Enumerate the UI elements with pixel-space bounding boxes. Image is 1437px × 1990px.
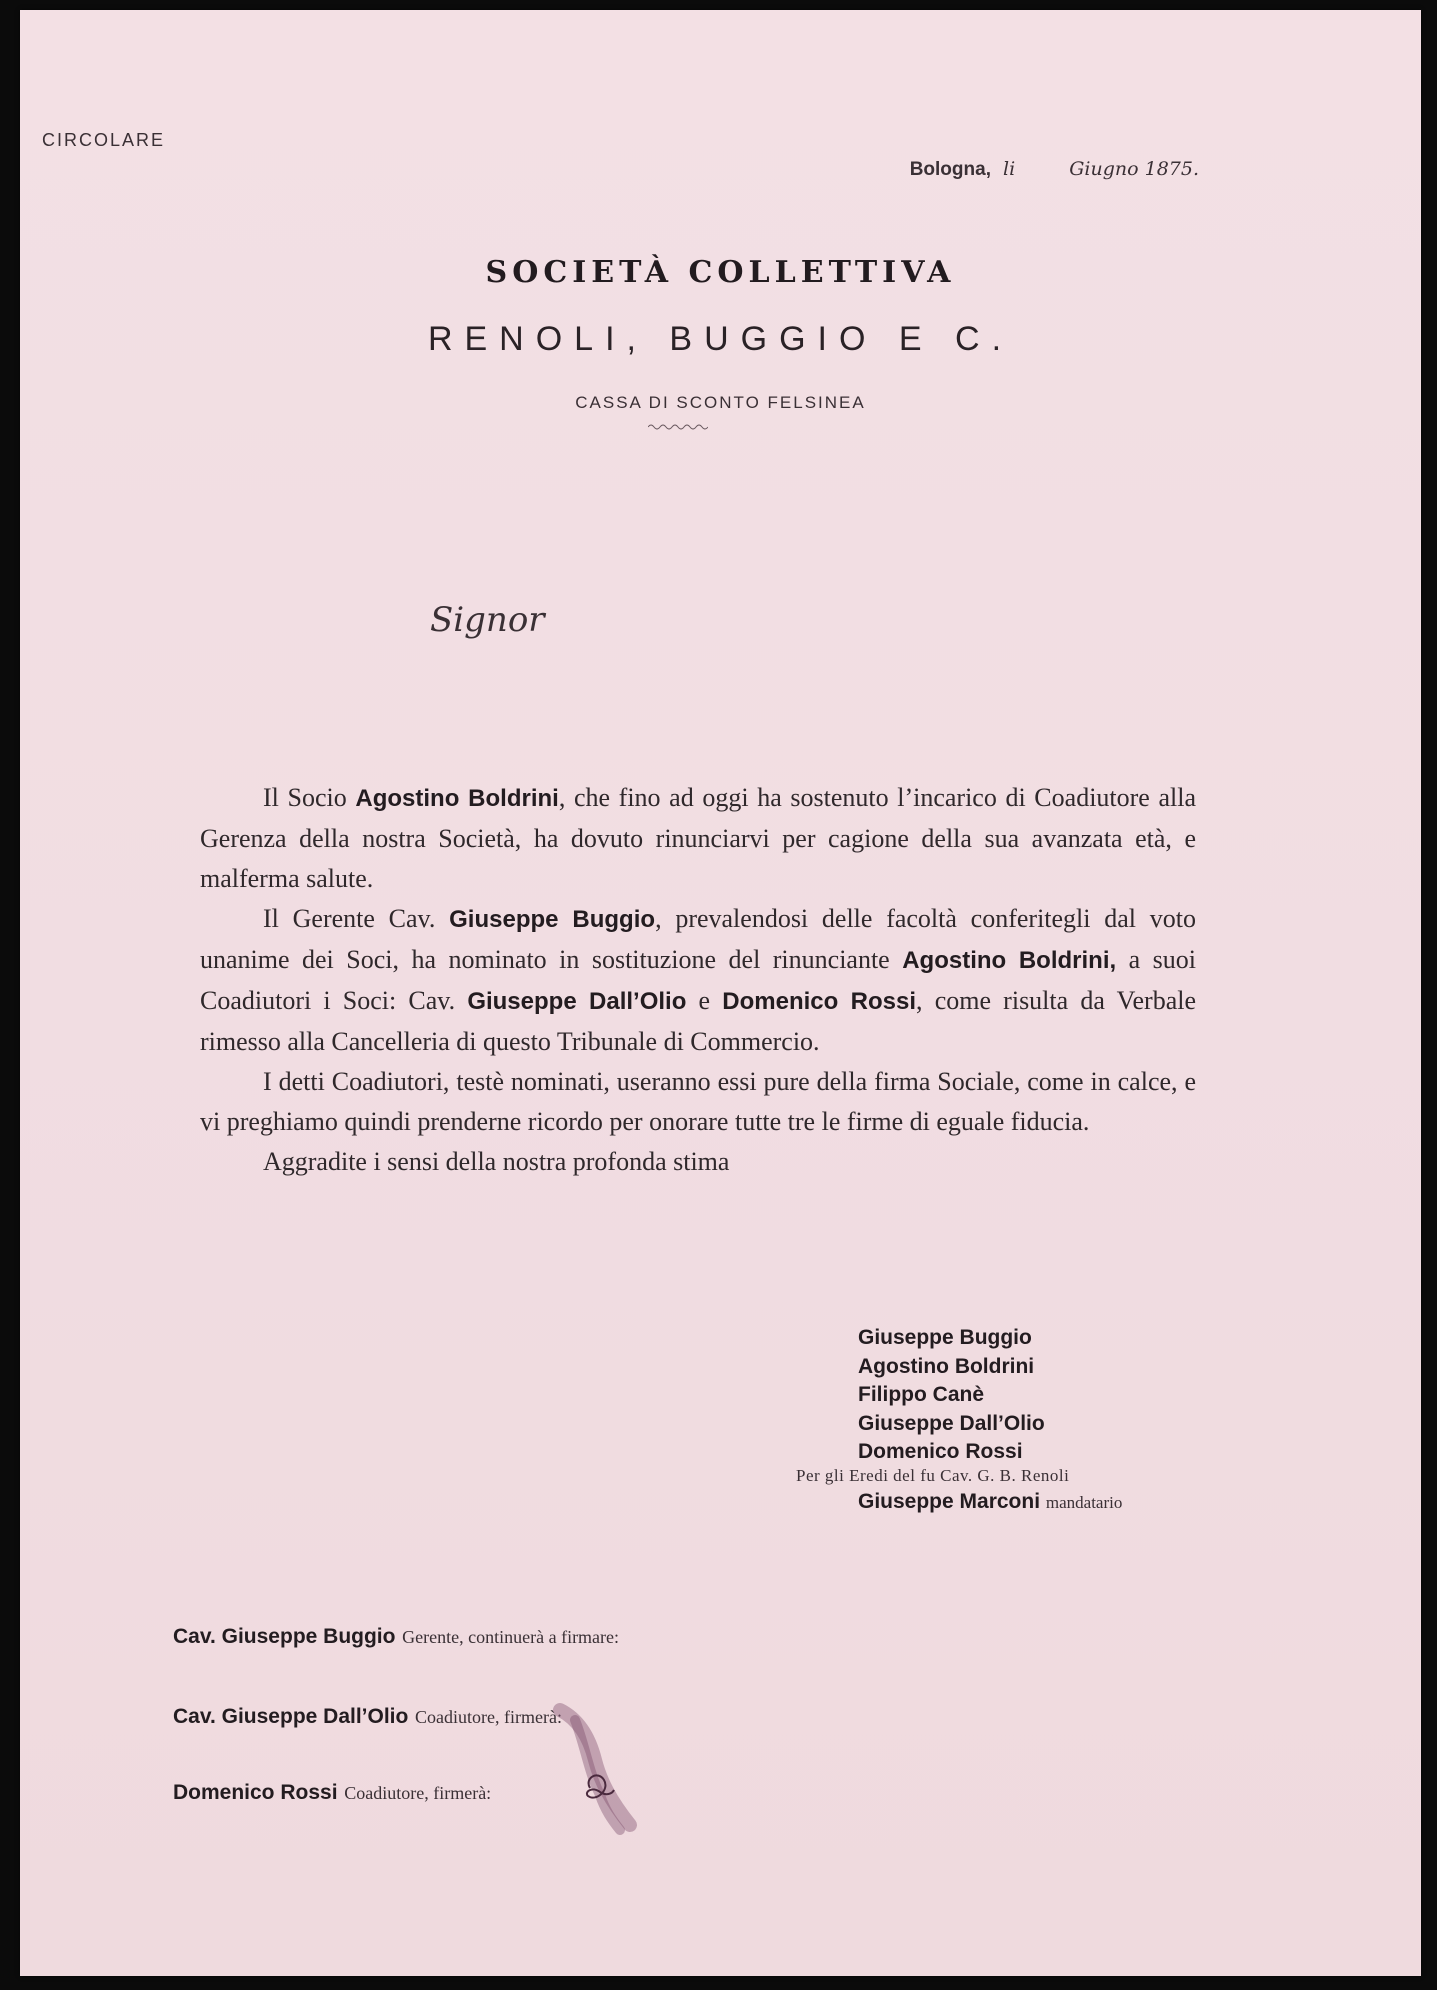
mandatary-role: mandatario [1045,1493,1123,1512]
signature-line: Domenico Rossi Coadiutore, firmerà: [173,1781,492,1804]
mandatary-name: Giuseppe Marconi [858,1490,1041,1513]
paragraph-1: Il Socio Agostino Boldrini, che fino ad oggi ha sostenuto l’incarico di Coadiutore alla Gerenza della nostra Società, ha dovuto rinunciarvi per cagione della sua avanzata età, e malferma salute. [200,783,1196,893]
signer-name: Agostino Boldrini [858,1354,1035,1378]
circular-letter-page [20,10,1421,1976]
signer-name: Domenico Rossi [858,1440,1023,1463]
ink-signature-mark-icon [540,1700,650,1840]
date-line [910,158,1199,181]
signer-name: Filippo Canè [858,1383,984,1406]
signature-line: Cav. Giuseppe Dall’Olio Coadiutore, firmerà: [173,1705,562,1728]
company-name-title: RENOLI, BUGGIO E C. [427,320,1014,358]
city: Bologna, [909,159,991,180]
wavy-ornament-icon [648,422,708,432]
company-subtitle: CASSA DI SCONTO FELSINEA [575,393,866,412]
signer-name: Giuseppe Dall’Olio [858,1411,1045,1435]
paragraph-3: I detti Coadiutori, testè nominati, useranno essi pure della firma Sociale, come in calce, e vi preghiamo quindi prenderne ricordo per onorare tutte tre le firme di eguale fiducia. [200,1067,1196,1136]
paragraph-2: Il Gerente Cav. Giuseppe Buggio, prevalendosi delle facoltà conferitegli dal voto unanime dei Soci, ha nominato in sostituzione del rinunciante Agostino Boldrini, a suoi Coadiutori i Soci: Cav. Giuseppe Dall’Olio e Domenico Rossi, come risulta da Verbale rimesso alla Cancelleria di questo Tribunale di Commercio. [200,904,1197,1056]
mandatary-line [858,1490,1122,1514]
letter-body [200,778,1196,1182]
signers-list [858,1324,1045,1467]
heirs-line: Per gli Eredi del fu Cav. G. B. Renoli [796,1466,1070,1485]
circolare-label: CIRCOLARE [42,130,166,150]
li-word: li [1003,158,1016,180]
paragraph-4: Aggradite i sensi della nostra profonda stima [263,1147,730,1176]
salutation: Signor [430,600,545,640]
company-type-title: SOCIETÀ COLLETTIVA [485,255,956,290]
signer-name: Giuseppe Buggio [858,1326,1032,1349]
signature-line: Cav. Giuseppe Buggio Gerente, continuerà a firmare: [173,1625,620,1648]
month-year: Giugno 1875. [1069,158,1199,180]
